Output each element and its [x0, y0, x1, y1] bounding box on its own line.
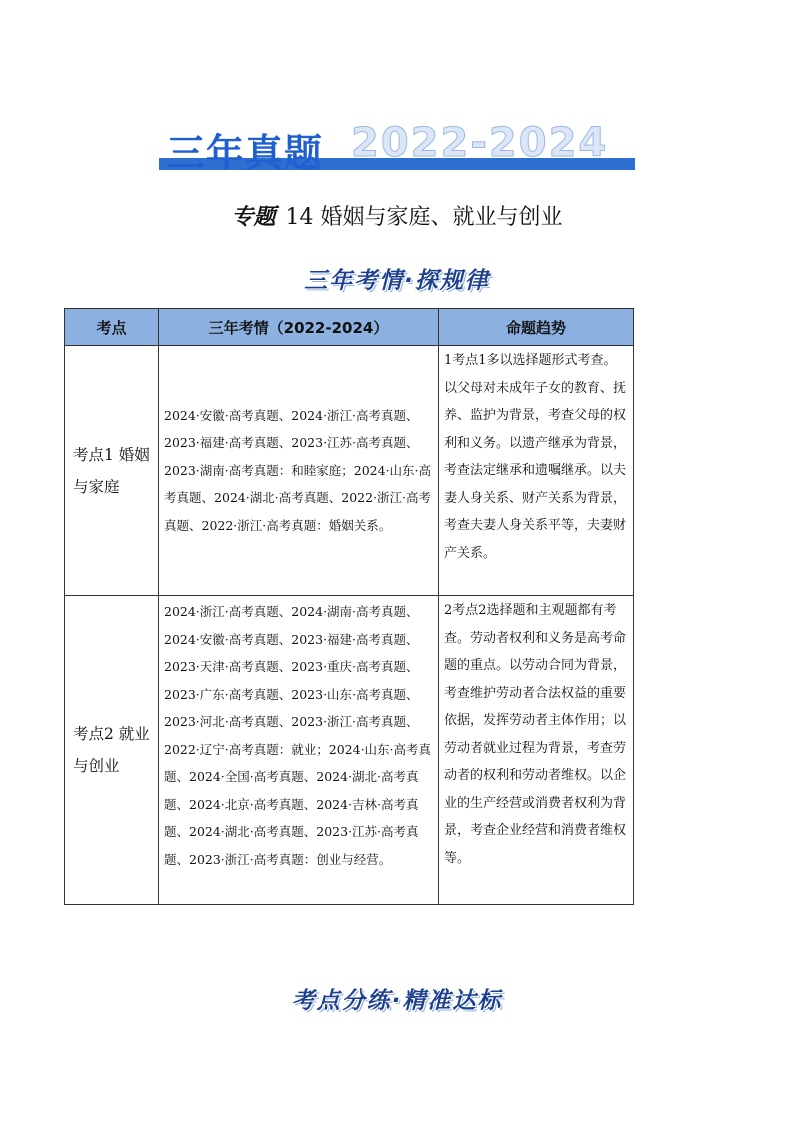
trend-cell: 1考点1多以选择题形式考查。以父母对未成年子女的教育、抚养、监护为背景，考查父母的权利和义务。以遗产继承为背景，考查法定继承和遗嘱继承。以夫妻人身关系、财产关系为背景，考查夫妻人身关系平等，夫妻财产关系。 [439, 346, 634, 596]
header-banner [155, 118, 635, 180]
topic-title [0, 200, 794, 231]
banner-title: 三年真题 [167, 131, 324, 175]
table-header-row [65, 309, 634, 346]
header-point: 考点 [65, 309, 159, 346]
years-cell: 2024·安徽·高考真题、2024·浙江·高考真题、2023·福建·高考真题、2023·江苏·高考真题、2023·湖南·高考真题：和睦家庭；2024·山东·高考真题、2024·湖北·高考真题、2022·浙江·高考真题、2022·浙江·高考真题：婚姻关系。 [159, 346, 439, 596]
header-years: 三年考情（2022-2024） [159, 309, 439, 346]
point-cell: 考点1 婚姻与家庭 [65, 346, 159, 596]
table-row [65, 346, 634, 596]
banner-years: 2022-2024 [351, 120, 609, 166]
topic-tag: 专题 [231, 204, 276, 230]
header-trend: 命题趋势 [439, 309, 634, 346]
practice-section-title: 考点分练·精准达标 [291, 988, 503, 1014]
trend-cell: 2考点2选择题和主观题都有考查。劳动者权利和义务是高考命题的重点。以劳动合同为背景，考查维护劳动者合法权益的重要依据，发挥劳动者主体作用；以劳动者就业过程为背景，考查劳动者的权利和劳动者维权。以企业的生产经营或消费者权利为背景，考查企业经营和消费者维权等。 [439, 596, 634, 905]
point-cell: 考点2 就业与创业 [65, 596, 159, 905]
topic-text: 14 婚姻与家庭、就业与创业 [285, 205, 563, 230]
exam-overview-table [64, 308, 634, 905]
table-row [65, 596, 634, 905]
years-cell: 2024·浙江·高考真题、2024·湖南·高考真题、2024·安徽·高考真题、2023·福建·高考真题、2023·天津·高考真题、2023·重庆·高考真题、2023·广东·高考真题、2023·山东·高考真题、2023·河北·高考真题、2023·浙江·高考真题、2022·辽宁·高考真题：就业；2024·山东·高考真题、2024·全国·高考真题、2024·湖北·高考真题、2024·北京·高考真题、2024·吉林·高考真题、2024·湖北·高考真题、2023·江苏·高考真题、2023·浙江·高考真题：创业与经营。 [159, 596, 439, 905]
overview-section-title: 三年考情·探规律 [304, 268, 490, 294]
